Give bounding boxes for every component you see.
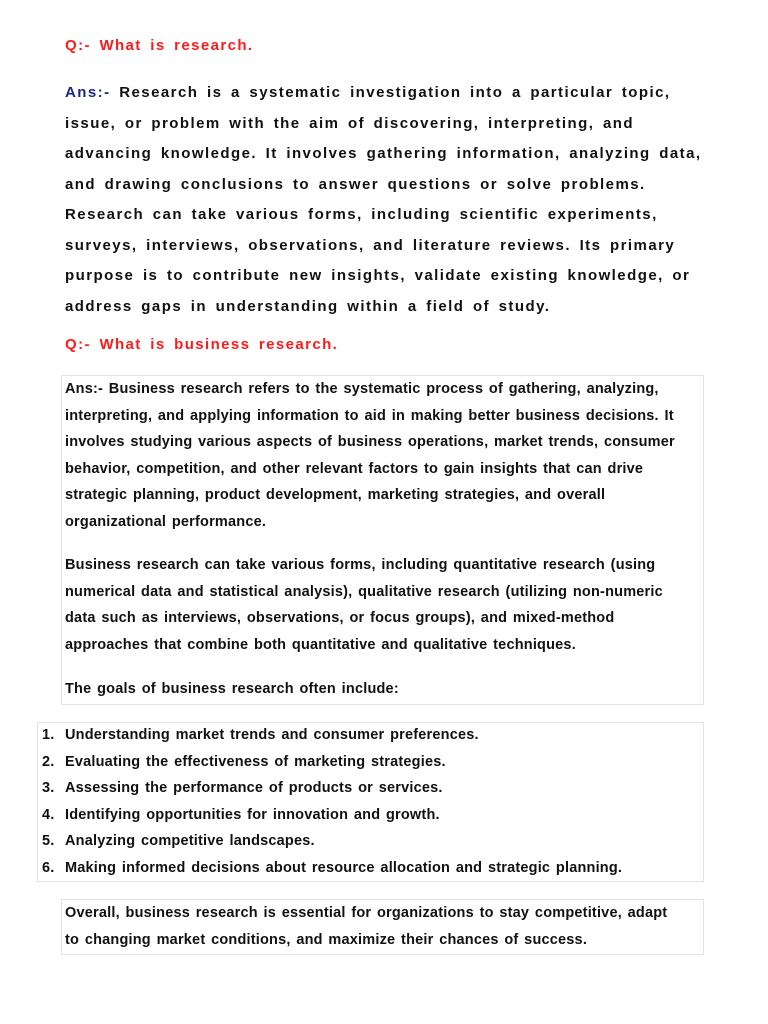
answer-1 [65, 78, 725, 322]
list-item: 1. Understanding market trends and consumer preferences. [42, 727, 479, 743]
list-item: 4. Identifying opportunities for innovation and growth. [42, 806, 440, 823]
paragraph-line: to changing market conditions, and maximize their chances of success. [65, 931, 588, 948]
paragraph-line: involves studying various aspects of business operations, market trends, consumer [65, 434, 675, 450]
paragraph-line: interpreting, and applying information to aid in making better business decisions. It [65, 407, 674, 424]
answer-1-line-3: advancing knowledge. It involves gathering information, analyzing data, [65, 145, 702, 162]
list-item: 2. Evaluating the effectiveness of marketing strategies. [42, 753, 446, 770]
goals-list [42, 722, 622, 881]
question-1 [65, 37, 253, 54]
conclusion-paragraph [65, 900, 667, 953]
answer-1-line-7: purpose is to contribute new insights, validate existing knowledge, or [65, 267, 691, 284]
question-2-text: What is business research. [99, 336, 339, 353]
answer-2-paragraph-2 [65, 552, 663, 658]
paragraph-line: approaches that combine both quantitative and qualitative techniques. [65, 636, 576, 653]
paragraph-line: Ans:- Business research refers to the systematic process of gathering, analyzing, [65, 381, 659, 397]
answer-2-paragraph-1 [65, 376, 675, 535]
answer-1-line-6: surveys, interviews, observations, and literature reviews. Its primary [65, 236, 676, 254]
question-2-label: Q:- [65, 336, 91, 353]
paragraph-line: organizational performance. [65, 513, 267, 530]
answer-1-line-2: issue, or problem with the aim of discovering, interpreting, and [65, 114, 635, 132]
paragraph-line: behavior, competition, and other relevant factors to gain insights that can drive [65, 460, 644, 477]
question-1-text: What is research. [99, 37, 254, 54]
list-item: 6. Making informed decisions about resource allocation and strategic planning. [42, 859, 623, 876]
list-item: 5. Analyzing competitive landscapes. [42, 833, 315, 849]
paragraph-line: data such as interviews, observations, or focus groups), and mixed-method [65, 610, 615, 626]
answer-1-line-8: address gaps in understanding within a field of study. [65, 297, 551, 315]
list-item: 3. Assessing the performance of products or services. [42, 780, 443, 796]
question-1-label: Q:- [65, 37, 91, 54]
answer-1-label: Ans:- [65, 84, 111, 101]
goals-intro: The goals of business research often include: [65, 681, 399, 697]
paragraph-line: Overall, business research is essential for organizations to stay competitive, adapt [65, 905, 668, 921]
question-2 [65, 336, 338, 353]
answer-1-line-1: Ans:- Research is a systematic investigation into a particular topic, [65, 84, 671, 101]
paragraph-line: numerical data and statistical analysis), qualitative research (utilizing non-numeric [65, 583, 663, 600]
answer-1-line-4: and drawing conclusions to answer questions or solve problems. [65, 175, 646, 193]
answer-1-line-5: Research can take various forms, including scientific experiments, [65, 206, 658, 223]
paragraph-line: Business research can take various forms, including quantitative research (using [65, 557, 656, 573]
paragraph-line: strategic planning, product development, marketing strategies, and overall [65, 487, 606, 503]
